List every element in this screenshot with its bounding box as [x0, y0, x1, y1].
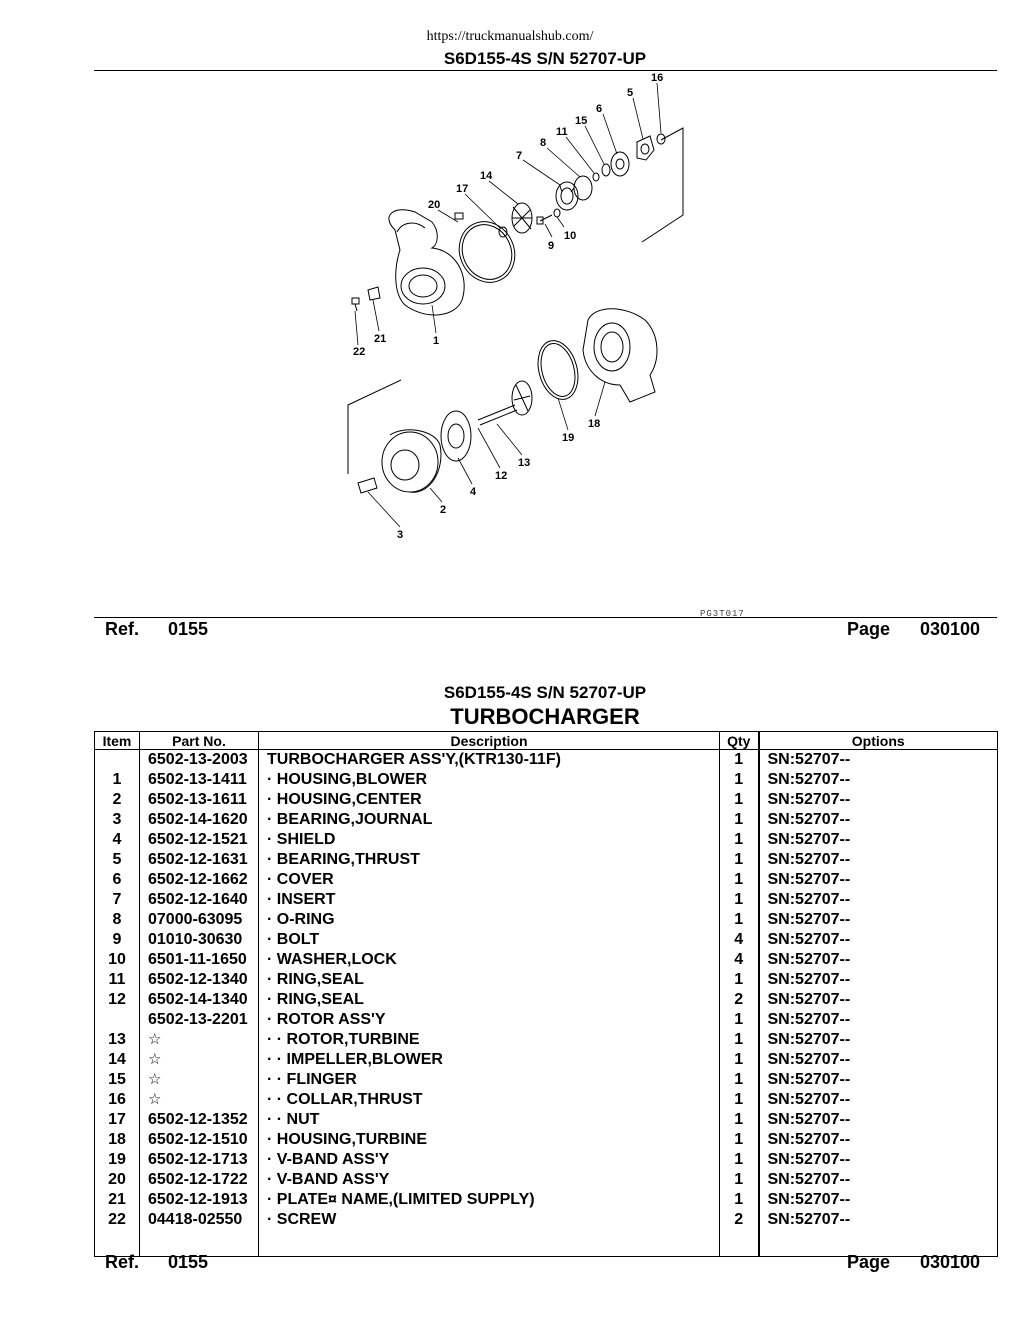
model-header-table: S6D155-4S S/N 52707-UP [443, 683, 647, 702]
callout-5: 5 [627, 87, 634, 99]
cell-part-no: ☆ [140, 1030, 259, 1050]
cell-description: · O-RING [259, 910, 720, 930]
impeller-part [512, 203, 532, 233]
cell-part-no: 6502-12-1713 [140, 1150, 259, 1170]
cell-options: SN:52707-- [759, 750, 998, 771]
cell-options: SN:52707-- [759, 1210, 998, 1230]
cell-item: 8 [95, 910, 140, 930]
cell-blank [720, 1230, 759, 1257]
v-band-19-part [532, 336, 584, 404]
cell-description: · HOUSING,BLOWER [259, 770, 720, 790]
source-url[interactable]: https://truckmanualshub.com/ [426, 29, 594, 44]
cell-description: · HOUSING,TURBINE [259, 1130, 720, 1150]
cell-options: SN:52707-- [759, 1190, 998, 1210]
callout-13: 13 [518, 457, 531, 469]
cell-part-no: 6502-13-2201 [140, 1010, 259, 1030]
cell-item: 1 [95, 770, 140, 790]
cell-part-no: 6502-12-1521 [140, 830, 259, 850]
cell-part-no: ☆ [140, 1090, 259, 1110]
cell-description: · · COLLAR,THRUST [259, 1090, 720, 1110]
leader-lines [355, 83, 661, 527]
cell-options: SN:52707-- [759, 1150, 998, 1170]
callout-19: 19 [562, 432, 575, 444]
table-row [95, 970, 998, 990]
callout-17: 17 [456, 183, 469, 195]
cell-qty: 1 [720, 850, 759, 870]
cell-description: · RING,SEAL [259, 990, 720, 1010]
cell-item: 18 [95, 1130, 140, 1150]
cell-part-no: ☆ [140, 1050, 259, 1070]
table-row [95, 910, 998, 930]
callout-21: 21 [374, 333, 387, 345]
turbine-housing-part [583, 309, 657, 402]
callout-15: 15 [575, 115, 588, 127]
header-part-no: Part No. [140, 732, 259, 750]
cell-qty: 4 [720, 930, 759, 950]
cell-description: · BEARING,THRUST [259, 850, 720, 870]
callout-20: 20 [428, 199, 441, 211]
journal-bearing-part [358, 478, 377, 493]
parts-table [94, 731, 998, 1257]
cell-item [95, 750, 140, 771]
cell-qty: 1 [720, 1030, 759, 1050]
screw-plate-part [352, 287, 380, 311]
cell-description: · WASHER,LOCK [259, 950, 720, 970]
cell-qty: 1 [720, 1170, 759, 1190]
bolt-part [537, 209, 560, 224]
page-value: 030100 [920, 619, 981, 639]
cover-part [611, 152, 629, 176]
cell-qty: 2 [720, 990, 759, 1010]
cell-options: SN:52707-- [759, 810, 998, 830]
callout-10: 10 [564, 230, 577, 242]
turbine-rotor-part [478, 381, 532, 425]
cell-item: 15 [95, 1070, 140, 1090]
cell-item: 21 [95, 1190, 140, 1210]
cell-part-no: 01010-30630 [140, 930, 259, 950]
cell-part-no: ☆ [140, 1070, 259, 1090]
table-row [95, 1030, 998, 1050]
table-header-row [95, 732, 998, 750]
blower-housing-part [389, 210, 464, 315]
cell-item: 4 [95, 830, 140, 850]
table-row [95, 1070, 998, 1090]
callout-22: 22 [353, 346, 366, 358]
cell-options: SN:52707-- [759, 1110, 998, 1130]
cell-part-no: 6502-12-1631 [140, 850, 259, 870]
cell-description: · · FLINGER [259, 1070, 720, 1090]
cell-qty: 1 [720, 790, 759, 810]
header-options: Options [759, 732, 998, 750]
section-title: TURBOCHARGER [450, 704, 640, 729]
callout-9: 9 [548, 240, 555, 252]
cell-description: · · IMPELLER,BLOWER [259, 1050, 720, 1070]
table-row [95, 770, 998, 790]
cell-options: SN:52707-- [759, 1050, 998, 1070]
cell-part-no: 6502-12-1340 [140, 970, 259, 990]
cell-qty: 1 [720, 970, 759, 990]
assembly-line-lower [348, 380, 401, 474]
table-row [95, 830, 998, 850]
flinger-part [602, 164, 610, 176]
cell-qty: 1 [720, 750, 759, 771]
table-row [95, 1170, 998, 1190]
cell-qty: 1 [720, 1130, 759, 1150]
cell-options: SN:52707-- [759, 990, 998, 1010]
diagram-bottom-rule [94, 617, 997, 618]
cell-options: SN:52707-- [759, 890, 998, 910]
table-row [95, 1150, 998, 1170]
callout-3: 3 [397, 529, 404, 541]
table-row [95, 750, 998, 771]
header-qty: Qty [720, 732, 759, 750]
parts-table-body [95, 750, 998, 1257]
cell-qty: 1 [720, 1010, 759, 1030]
cell-part-no: 07000-63095 [140, 910, 259, 930]
cell-item: 5 [95, 850, 140, 870]
cell-description: · SCREW [259, 1210, 720, 1230]
cell-qty: 4 [720, 950, 759, 970]
cell-options: SN:52707-- [759, 830, 998, 850]
cell-part-no: 6502-12-1510 [140, 1130, 259, 1150]
table-row [95, 1130, 998, 1150]
callout-6: 6 [596, 103, 603, 115]
ref-label-bottom: Ref. [105, 1252, 140, 1272]
cell-part-no: 6502-12-1640 [140, 890, 259, 910]
cell-qty: 1 [720, 1110, 759, 1130]
header-item: Item [95, 732, 140, 750]
cell-options: SN:52707-- [759, 910, 998, 930]
cell-description: · SHIELD [259, 830, 720, 850]
cell-item: 16 [95, 1090, 140, 1110]
callout-1: 1 [433, 335, 440, 347]
cell-item: 14 [95, 1050, 140, 1070]
table-row [95, 990, 998, 1010]
page-label: Page [847, 619, 891, 639]
cell-part-no: 6502-12-1913 [140, 1190, 259, 1210]
cell-qty: 1 [720, 1050, 759, 1070]
cell-description: · · NUT [259, 1110, 720, 1130]
cell-qty: 1 [720, 1190, 759, 1210]
cell-options: SN:52707-- [759, 930, 998, 950]
header-description: Description [259, 732, 720, 750]
cell-part-no: 6502-12-1662 [140, 870, 259, 890]
page-label-bottom: Page [847, 1252, 891, 1272]
cell-part-no: 6502-12-1722 [140, 1170, 259, 1190]
cell-options: SN:52707-- [759, 790, 998, 810]
table-row [95, 1050, 998, 1070]
page-value-bottom: 030100 [920, 1252, 981, 1272]
cell-item: 2 [95, 790, 140, 810]
cell-item: 6 [95, 870, 140, 890]
cell-description: · INSERT [259, 890, 720, 910]
shield-part [441, 411, 471, 461]
callout-2: 2 [440, 504, 447, 516]
cell-description: · RING,SEAL [259, 970, 720, 990]
cell-options: SN:52707-- [759, 1090, 998, 1110]
cell-options: SN:52707-- [759, 850, 998, 870]
table-row [95, 810, 998, 830]
cell-description: · BEARING,JOURNAL [259, 810, 720, 830]
cell-description: · V-BAND ASS'Y [259, 1150, 720, 1170]
cell-item: 19 [95, 1150, 140, 1170]
cell-part-no: 6501-11-1650 [140, 950, 259, 970]
cell-options: SN:52707-- [759, 950, 998, 970]
center-housing-part [382, 430, 441, 492]
table-row [95, 890, 998, 910]
cell-options: SN:52707-- [759, 1070, 998, 1090]
table-row [95, 1190, 998, 1210]
cell-options: SN:52707-- [759, 870, 998, 890]
callout-16: 16 [651, 72, 664, 84]
cell-item: 12 [95, 990, 140, 1010]
cell-options: SN:52707-- [759, 1030, 998, 1050]
cell-description: · ROTOR ASS'Y [259, 1010, 720, 1030]
ref-value-bottom: 0155 [168, 1252, 209, 1272]
ref-label: Ref. [105, 619, 140, 639]
cell-qty: 1 [720, 910, 759, 930]
cell-description: · HOUSING,CENTER [259, 790, 720, 810]
cell-part-no: 6502-13-1611 [140, 790, 259, 810]
cell-description: · BOLT [259, 930, 720, 950]
cell-item: 13 [95, 1030, 140, 1050]
table-row [95, 930, 998, 950]
table-row [95, 1090, 998, 1110]
exploded-diagram [0, 0, 1020, 640]
cell-description: · V-BAND ASS'Y [259, 1170, 720, 1190]
cell-item: 20 [95, 1170, 140, 1190]
cell-options: SN:52707-- [759, 970, 998, 990]
callout-12: 12 [495, 470, 508, 482]
cell-item: 22 [95, 1210, 140, 1230]
seal-ring-part [593, 173, 599, 181]
cell-part-no: 6502-14-1620 [140, 810, 259, 830]
callout-7: 7 [516, 150, 523, 162]
table-row [95, 1010, 998, 1030]
callout-8: 8 [540, 137, 547, 149]
model-header-top: S6D155-4S S/N 52707-UP [443, 49, 647, 68]
callout-18: 18 [588, 418, 601, 430]
cell-item: 9 [95, 930, 140, 950]
diagram-code: PG3T017 [700, 609, 745, 619]
cell-part-no: 04418-02550 [140, 1210, 259, 1230]
cell-qty: 1 [720, 890, 759, 910]
cell-options: SN:52707-- [759, 1010, 998, 1030]
table-row [95, 790, 998, 810]
cell-qty: 1 [720, 830, 759, 850]
cell-item: 17 [95, 1110, 140, 1130]
cell-qty: 1 [720, 770, 759, 790]
cell-item: 7 [95, 890, 140, 910]
cell-item: 10 [95, 950, 140, 970]
insert-part [556, 182, 578, 210]
cell-description: · COVER [259, 870, 720, 890]
cell-description: · · ROTOR,TURBINE [259, 1030, 720, 1050]
cell-item: 3 [95, 810, 140, 830]
cell-description: · PLATE¤ NAME,(LIMITED SUPPLY) [259, 1190, 720, 1210]
cell-qty: 1 [720, 1070, 759, 1090]
callout-4: 4 [470, 486, 477, 498]
thrust-bearing-part [637, 136, 654, 160]
table-row [95, 950, 998, 970]
table-row [95, 870, 998, 890]
cell-options: SN:52707-- [759, 770, 998, 790]
cell-description: TURBOCHARGER ASS'Y,(KTR130-11F) [259, 750, 720, 771]
o-ring-part [574, 176, 592, 200]
callout-11: 11 [556, 126, 568, 138]
cell-qty: 2 [720, 1210, 759, 1230]
cell-qty: 1 [720, 810, 759, 830]
cell-options: SN:52707-- [759, 1130, 998, 1150]
cell-part-no: 6502-14-1340 [140, 990, 259, 1010]
cell-part-no: 6502-12-1352 [140, 1110, 259, 1130]
cell-item [95, 1010, 140, 1030]
cell-qty: 1 [720, 870, 759, 890]
table-row [95, 850, 998, 870]
cell-item: 11 [95, 970, 140, 990]
ref-value: 0155 [168, 619, 209, 639]
cell-blank [259, 1230, 720, 1257]
table-row [95, 1210, 998, 1230]
cell-part-no: 6502-13-2003 [140, 750, 259, 771]
callout-14: 14 [480, 170, 493, 182]
cell-qty: 1 [720, 1150, 759, 1170]
cell-qty: 1 [720, 1090, 759, 1110]
table-row [95, 1110, 998, 1130]
cell-part-no: 6502-13-1411 [140, 770, 259, 790]
cell-options: SN:52707-- [759, 1170, 998, 1190]
